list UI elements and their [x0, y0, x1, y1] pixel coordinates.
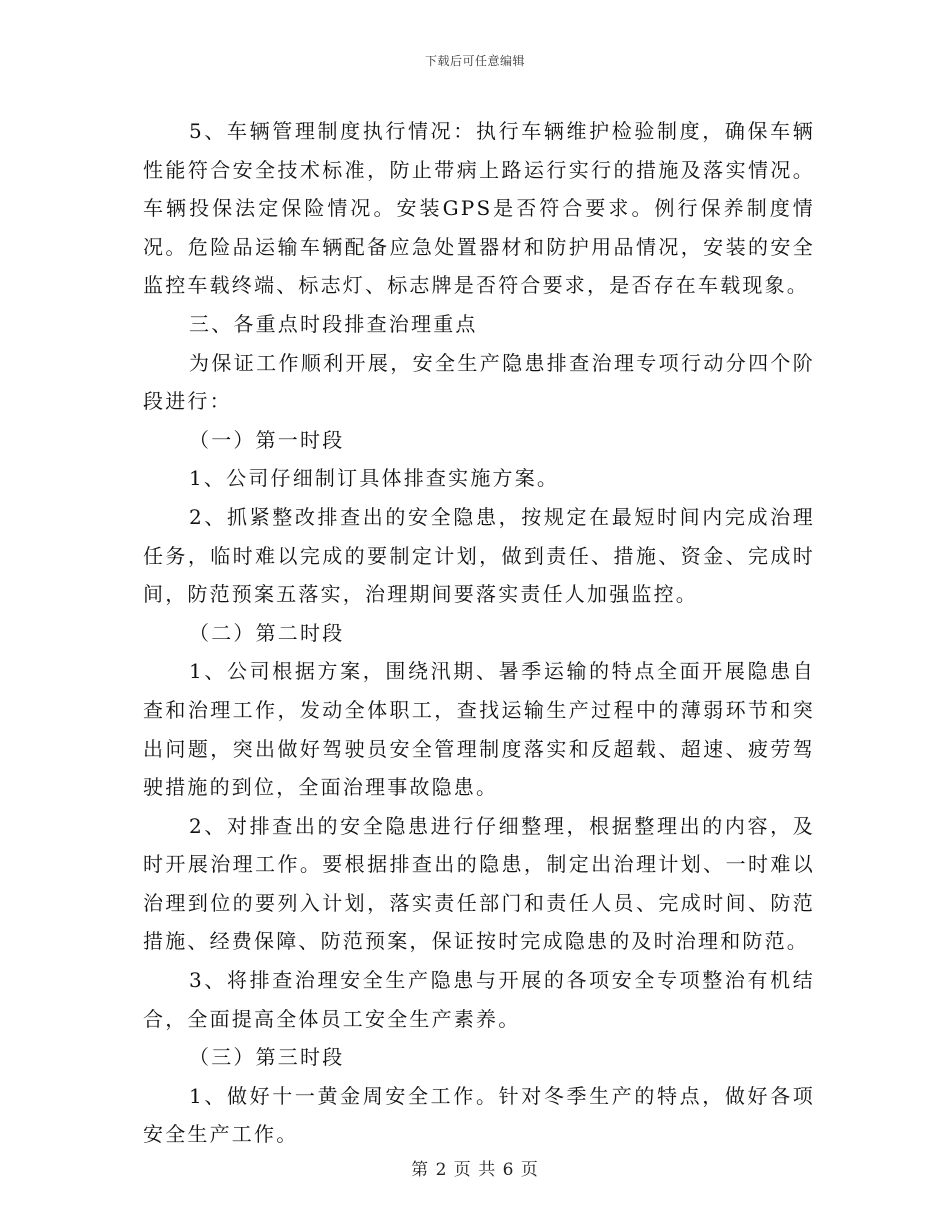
subheading-stage-1: （一）第一时段 [189, 427, 345, 452]
paragraph-stage2-item2: 2、对排查出的安全隐患进行仔细整理，根据整理出的内容，及时开展治理工作。要根据排查出的隐患，制定出治理计划、一时难以治理到位的要列入计划，落实责任部门和责任人员、完成时间、防范措施、经费保障、防范预案，保证按时完成隐患的及时治理和防范。 [143, 813, 815, 954]
paragraph-stage1-item2: 2、抓紧整改排查出的安全隐患，按规定在最短时间内完成治理任务，临时难以完成的要制定计划，做到责任、措施、资金、完成时间，防范预案五落实，治理期间要落实责任人加强监控。 [143, 504, 815, 607]
paragraph-stage2-item3: 3、将排查治理安全生产隐患与开展的各项安全专项整治有机结合，全面提高全体员工安全生产素养。 [143, 968, 815, 1031]
paragraph-stage2-item1: 1、公司根据方案，围绕汛期、暑季运输的特点全面开展隐患自查和治理工作，发动全体职工，查找运输生产过程中的薄弱环节和突出问题，突出做好驾驶员安全管理制度落实和反超载、超速、疲劳驾驶措施的到位，全面治理事故隐患。 [143, 659, 815, 800]
paragraph-vehicle-management: 5、车辆管理制度执行情况：执行车辆维护检验制度，确保车辆性能符合安全技术标准，防止带病上路运行实行的措施及落实情况。车辆投保法定保险情况。安装GPS是否符合要求。例行保养制度情况。危险品运输车辆配备应急处置器材和防护用品情况，安装的安全监控车载终端、标志灯、标志牌是否符合要求，是否存在车载现象。 [143, 119, 815, 298]
document-body [143, 112, 815, 1154]
subheading-stage-3: （三）第三时段 [189, 1045, 345, 1070]
subheading-stage-2: （二）第二时段 [189, 620, 345, 645]
header-note: 下载后可任意编辑 [424, 54, 525, 68]
paragraph-stage3-item1: 1、做好十一黄金周安全工作。针对冬季生产的特点，做好各项安全生产工作。 [143, 1083, 815, 1147]
paragraph-stages-intro: 为保证工作顺利开展，安全生产隐患排查治理专项行动分四个阶段进行： [143, 350, 815, 414]
paragraph-stage1-item1: 1、公司仔细制订具体排查实施方案。 [189, 466, 560, 491]
page-number-footer: 第 2 页 共 6 页 [411, 1160, 539, 1180]
section-heading-3: 三、各重点时段排查治理重点 [189, 311, 478, 336]
